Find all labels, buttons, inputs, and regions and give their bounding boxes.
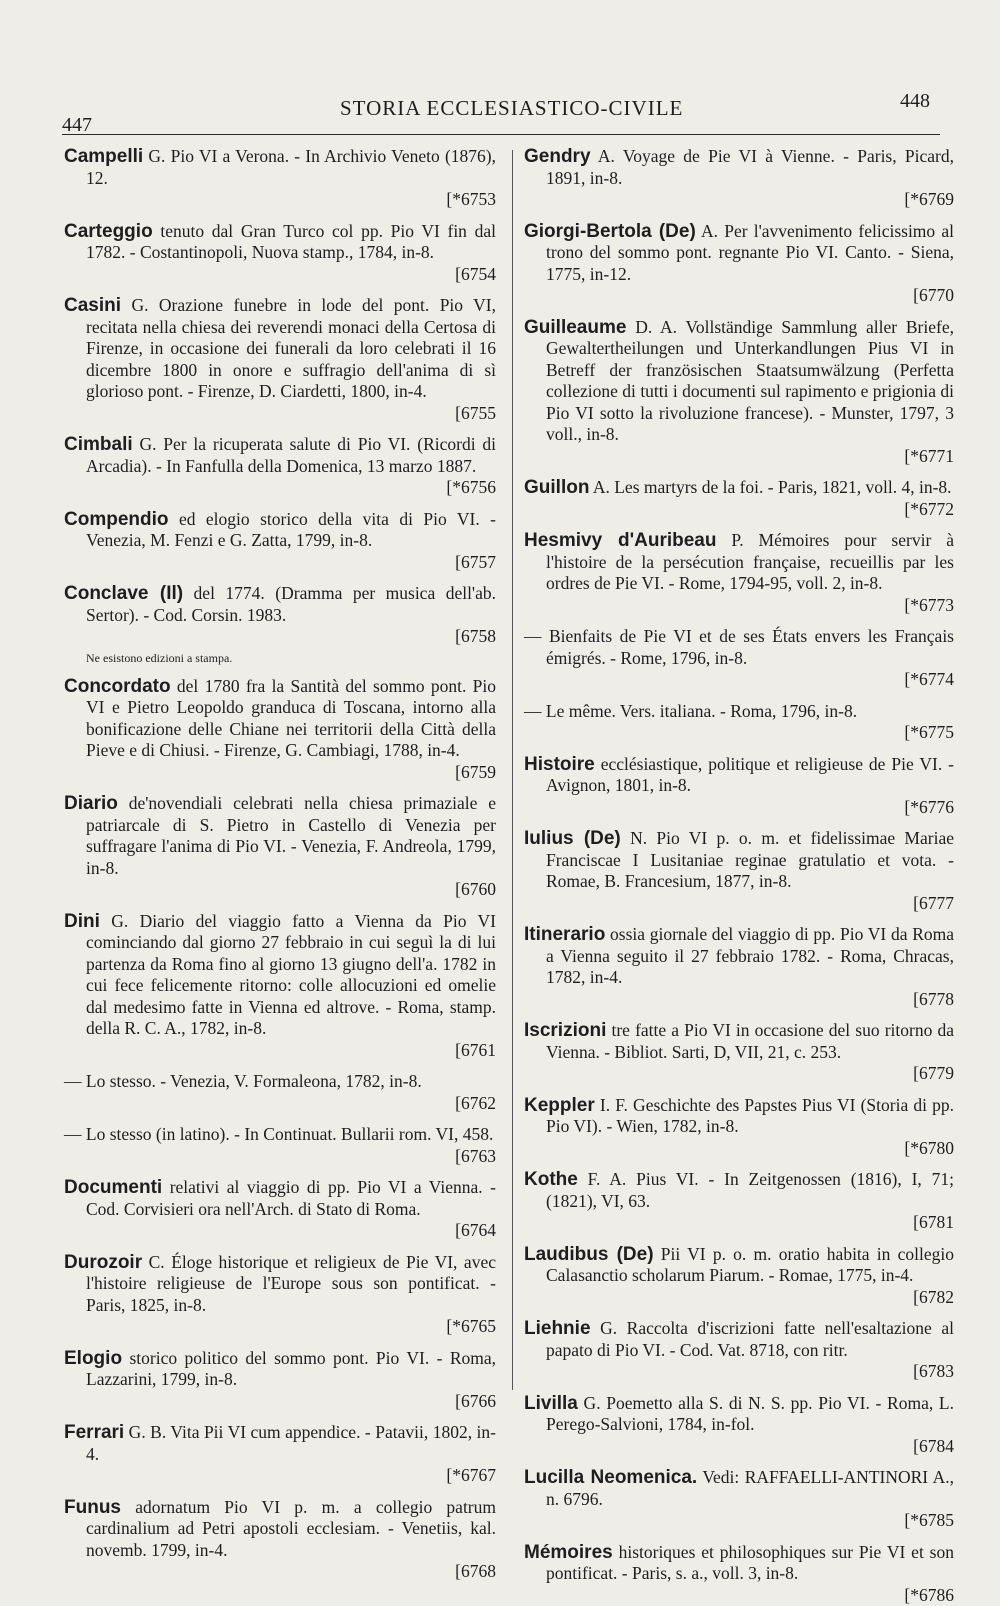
entry-text: A. Per l'avvenimento felicissimo al trono del sommo pont. regnante Pio VI. Canto. - Siena, 1775, in-12.	[546, 221, 954, 284]
entry-text: — Lo stesso (in latino). - In Continuat. Bullarii rom. VI, 458.	[64, 1124, 493, 1144]
entry-text: adornatum Pio VI p. m. a collegio patrum cardinalium ad Petri apostoli ecclesiam. - Venetiis, kal. novemb. 1799, in-4.	[86, 1497, 496, 1560]
bibliography-entry	[524, 828, 954, 914]
bibliography-entry	[64, 1124, 496, 1167]
entry-reference-number: [*6773	[546, 595, 954, 617]
bibliography-entry	[524, 530, 954, 616]
bibliography-entry	[524, 1020, 954, 1085]
entry-heading: Gendry	[524, 146, 591, 167]
entry-note: Ne esistono edizioni a stampa.	[64, 650, 496, 666]
entry-text: A. Les martyrs de la foi. - Paris, 1821, voll. 4, in-8.	[589, 477, 951, 497]
entry-heading: Livilla	[524, 1393, 578, 1414]
entry-text: ed elogio storico della vita di Pio VI. - Venezia, M. Fenzi e G. Zatta, 1799, in-8.	[86, 509, 496, 551]
entry-heading: Durozoir	[64, 1252, 142, 1273]
entry-reference-number: [*6785	[546, 1510, 954, 1532]
bibliography-entry	[524, 1169, 954, 1234]
page-number-left: 447	[62, 114, 92, 137]
entry-reference-number: [6784	[546, 1436, 954, 1458]
bibliography-entry	[64, 1177, 496, 1242]
entry-text: F. A. Pius VI. - In Zeitgenossen (1816), I, 71; (1821), VI, 63.	[546, 1169, 954, 1211]
entry-heading: Concordato	[64, 676, 171, 697]
entry-reference-number: [6754	[86, 264, 496, 286]
entry-text: N. Pio VI p. o. m. et fidelissimae Mariae Franciscae I Lusitaniae reginae gratulatio et vota. - Romae, B. Francesium, 1877, in-8.	[546, 828, 954, 891]
entry-reference-number: [6763	[86, 1146, 496, 1168]
entry-reference-number: [*6767	[86, 1465, 496, 1487]
entry-text: C. Éloge historique et religieux de Pie VI, avec l'histoire religieuse de l'Europe sous son pontificat. - Paris, 1825, in-8.	[86, 1252, 496, 1315]
bibliography-entry	[524, 626, 954, 691]
entry-reference-number: [*6765	[86, 1316, 496, 1338]
entry-text: ecclésiastique, politique et religieuse de Pie VI. - Avignon, 1801, in-8.	[546, 754, 954, 796]
entry-reference-number: [6757	[86, 552, 496, 574]
entry-text: D. A. Vollständige Sammlung aller Briefe, Gewalterthеilungen und Unterkandlungen Pius VI in Betreff der französischen Staatsumwälzung (Perfetta collezione di tutti i documenti sul rapimento e prigionia di Pio VI sotto la rivoluzione francese). - Munster, 1797, 3 voll., in-8.	[546, 317, 954, 445]
entry-text: I. F. Geschichte des Papstes Pius VI (Storia di pp. Pio VI). - Wien, 1782, in-8.	[546, 1095, 954, 1137]
entry-heading: Hesmivy d'Auribeau	[524, 530, 716, 551]
entry-heading: Diario	[64, 793, 118, 814]
entry-text: G. Pio VI a Verona. - In Archivio Veneto (1876), 12.	[86, 146, 496, 188]
entry-heading: Giorgi-Bertola (De)	[524, 221, 696, 242]
entry-text: G. Diario del viaggio fatto a Vienna da Pio VI cominciando dal giorno 27 febbraio in cui seguì la di lui partenza da Roma fino al giorno 13 giugno dell'a. 1782 in cui fece felicemente ritorno: colle allocuzioni ed omelie dal medesimo fatte in Vienna ed altrove. - Roma, stamp. della R. C. A., 1782, in-8.	[86, 911, 496, 1039]
entry-text: G. Per la ricuperata salute di Pio VI. (Ricordi di Arcadia). - In Fanfulla della Domenica, 13 marzo 1887.	[86, 434, 496, 476]
entry-heading: Elogio	[64, 1348, 122, 1369]
entry-reference-number: [6779	[546, 1063, 954, 1085]
bibliography-entry	[64, 221, 496, 286]
entry-reference-number: [6760	[86, 879, 496, 901]
bibliography-entry	[524, 1393, 954, 1458]
entry-reference-number: [*6756	[86, 477, 496, 499]
entry-reference-number: [*6774	[546, 669, 954, 691]
bibliography-entry	[524, 317, 954, 468]
entry-reference-number: [6777	[546, 893, 954, 915]
entry-text: A. Voyage de Pie VI à Vienne. - Paris, Picard, 1891, in-8.	[546, 146, 954, 188]
entry-heading: Casini	[64, 295, 121, 316]
bibliography-entry	[64, 583, 496, 648]
entry-text: del 1780 fra la Santità del sommo pont. Pio VI e Pietro Leopoldo granduca di Toscana, intorno alla bonificazione delle Chiane nei territorii della Città della Pieve e di Chiusi. - Firenze, G. Cambiagi, 1788, in-4.	[86, 676, 496, 761]
bibliography-entry	[64, 911, 496, 1062]
right-column	[524, 146, 954, 1606]
entry-heading: Keppler	[524, 1095, 595, 1116]
bibliography-entry	[524, 701, 954, 744]
entry-reference-number: [6768	[86, 1561, 496, 1583]
entry-reference-number: [6782	[546, 1287, 954, 1309]
entry-reference-number: [6781	[546, 1212, 954, 1234]
entry-text: — Bienfaits de Pie VI et de ses États envers les Français émigrés. - Rome, 1796, in-8.	[524, 626, 954, 668]
bibliography-entry	[64, 676, 496, 784]
page-number-right: 448	[900, 90, 930, 113]
bibliography-entry	[64, 295, 496, 424]
bibliography-entry	[64, 1348, 496, 1413]
bibliography-entry	[524, 1542, 954, 1606]
entry-text: — Le même. Vers. italiana. - Roma, 1796, in-8.	[524, 701, 857, 721]
entry-heading: Kothe	[524, 1169, 578, 1190]
entry-reference-number: [6783	[546, 1361, 954, 1383]
entry-heading: Guillon	[524, 477, 589, 498]
bibliography-entry	[64, 1252, 496, 1338]
bibliography-entry	[524, 754, 954, 819]
entry-reference-number: [*6753	[86, 189, 496, 211]
bibliography-entry	[64, 1497, 496, 1583]
entry-heading: Dini	[64, 911, 100, 932]
entry-heading: Conclave (Il)	[64, 583, 183, 604]
entry-text: G. B. Vita Pii VI cum appendice. - Patavii, 1802, in-4.	[86, 1422, 496, 1464]
bibliography-entry	[64, 146, 496, 211]
entry-reference-number: [6778	[546, 989, 954, 1011]
bibliography-entry	[524, 924, 954, 1010]
entry-reference-number: [*6771	[546, 446, 954, 468]
entry-heading: Funus	[64, 1497, 121, 1518]
entry-text: Vedi: RAFFAELLI-ANTINORI A., n. 6796.	[546, 1467, 954, 1509]
bibliography-entry	[524, 221, 954, 307]
entry-reference-number: [6759	[86, 762, 496, 784]
entry-text: relativi al viaggio di pp. Pio VI a Vienna. - Cod. Corvisieri ora nell'Arch. di Stato di Roma.	[86, 1177, 496, 1219]
entry-text: tenuto dal Gran Turco col pp. Pio VI fin dal 1782. - Costantinopoli, Nuova stamp., 1784, in-8.	[86, 221, 496, 263]
entry-reference-number: [6761	[86, 1040, 496, 1062]
left-column	[64, 146, 496, 1583]
entry-text: de'novendiali celebrati nella chiesa primaziale e patriarcale di S. Pietro in Castello di Venezia per suffragare l'anima di Pio VI. - Venezia, F. Andreola, 1799, in-8.	[86, 793, 496, 878]
entry-heading: Ferrari	[64, 1422, 124, 1443]
entry-reference-number: [6758	[86, 626, 496, 648]
entry-heading: Itinerario	[524, 924, 605, 945]
entry-text: storico politico del sommo pont. Pio VI. - Roma, Lazzarini, 1799, in-8.	[86, 1348, 496, 1390]
entry-heading: Carteggio	[64, 221, 153, 242]
entry-heading: Cimbali	[64, 434, 133, 455]
entry-text: historiques et philosophiques sur Pie VI et son pontificat. - Paris, s. a., voll. 3, in-8.	[546, 1542, 954, 1584]
entry-heading: Iulius (De)	[524, 828, 621, 849]
entry-text: G. Orazione funebre in lode del pont. Pio VI, recitata nella chiesa dei reverendi monaci della Certosa di Firenze, in occasione dei funerali da loro celebrati il 16 dicembre 1800 in onore e suffragio dell'anima di sì glorioso pont. - Firenze, D. Ciardetti, 1800, in-4.	[86, 295, 496, 401]
entry-heading: Compendio	[64, 509, 169, 530]
entry-text: tre fatte a Pio VI in occasione del suo ritorno da Vienna. - Bibliot. Sarti, D, VII, 21, c. 253.	[546, 1020, 954, 1062]
entry-heading: Guilleaume	[524, 317, 626, 338]
bibliography-entry	[524, 146, 954, 211]
entry-reference-number: [6764	[86, 1220, 496, 1242]
bibliography-entry	[524, 477, 954, 520]
entry-heading: Campelli	[64, 146, 143, 167]
entry-text: ossia giornale del viaggio di pp. Pio VI da Roma a Vienna seguito il 27 febbraio 1782. - Roma, Chracas, 1782, in-4.	[546, 924, 954, 987]
entry-reference-number: [*6769	[546, 189, 954, 211]
entry-reference-number: [*6786	[546, 1585, 954, 1606]
entry-heading: Lucilla Neomenica.	[524, 1467, 697, 1488]
bibliography-entry	[64, 434, 496, 499]
entry-reference-number: [6755	[86, 403, 496, 425]
entry-heading: Documenti	[64, 1177, 162, 1198]
bibliography-entry	[524, 1467, 954, 1532]
bibliography-entry	[64, 1071, 496, 1114]
bibliography-entry	[64, 793, 496, 901]
entry-text: del 1774. (Dramma per musica dell'ab. Sertor). - Cod. Corsin. 1983.	[86, 583, 496, 625]
entry-text: — Lo stesso. - Venezia, V. Formaleona, 1782, in-8.	[64, 1071, 422, 1091]
bibliography-entry	[524, 1095, 954, 1160]
entry-reference-number: [*6780	[546, 1138, 954, 1160]
entry-heading: Mémoires	[524, 1542, 613, 1563]
entry-text: G. Raccolta d'iscrizioni fatte nell'esaltazione al papato di Pio VI. - Cod. Vat. 8718, con ritr.	[546, 1318, 954, 1360]
entry-heading: Histoire	[524, 754, 595, 775]
entry-reference-number: [*6776	[546, 797, 954, 819]
column-divider	[512, 150, 513, 1390]
entry-text: G. Poemetto alla S. di N. S. pp. Pio VI. - Roma, L. Perego-Salvioni, 1784, in-fol.	[546, 1393, 954, 1435]
entry-reference-number: [*6772	[546, 499, 954, 521]
entry-text: P. Mémoires pour servir à l'histoire de la persécution française, recueillis par les ordres de Pie VI. - Rome, 1794-95, voll. 2, in-8.	[546, 530, 954, 593]
bibliography-entry	[64, 509, 496, 574]
bibliography-entry	[64, 1422, 496, 1487]
entry-heading: Iscrizioni	[524, 1020, 606, 1041]
bibliography-entry	[524, 1318, 954, 1383]
entry-reference-number: [6770	[546, 285, 954, 307]
header-rule	[62, 134, 940, 135]
entry-reference-number: [*6775	[546, 722, 954, 744]
entry-heading: Laudibus (De)	[524, 1244, 654, 1265]
running-title: STORIA ECCLESIASTICO-CIVILE	[340, 96, 683, 121]
entry-text: Pii VI p. o. m. oratio habita in collegio Calasanctio scholarum Piarum. - Romae, 1775, in-4.	[546, 1244, 954, 1286]
entry-heading: Liehnie	[524, 1318, 591, 1339]
bibliography-entry	[524, 1244, 954, 1309]
entry-reference-number: [6766	[86, 1391, 496, 1413]
entry-reference-number: [6762	[86, 1093, 496, 1115]
